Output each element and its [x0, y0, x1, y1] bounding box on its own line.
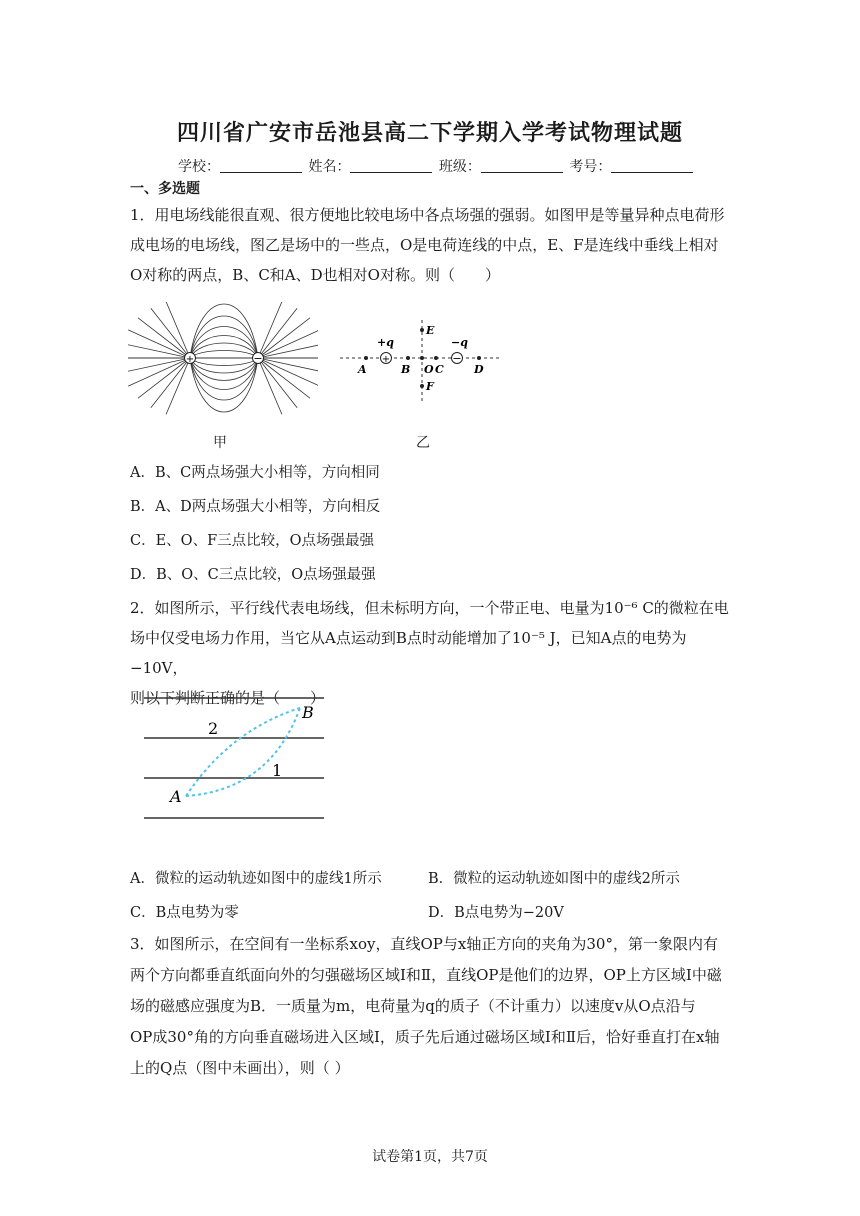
q2-line3: 则以下判断正确的是（ ）	[130, 689, 326, 707]
points-figure	[336, 316, 506, 406]
page-title: 四川省广安市岳池县高二下学期入学考试物理试题	[176, 120, 683, 146]
q3-line2: 两个方向都垂直纸面向外的匀强磁场区域Ⅰ和Ⅱ，直线OP是他们的边界，OP上方区域Ⅰ中磁	[130, 966, 722, 984]
fig-yi-label: 乙	[416, 435, 430, 451]
q2-option-d[interactable]: D．B点电势为−20V	[428, 905, 564, 921]
q1-option-c[interactable]: C．E、O、F三点比较，O点场强最强	[130, 533, 375, 549]
svg-text:+: +	[381, 354, 391, 365]
q2-option-c[interactable]: C．B点电势为零	[130, 905, 239, 921]
label-2: 2	[208, 719, 219, 738]
label-b: B	[401, 363, 411, 376]
q1-option-b[interactable]: B．A、D两点场强大小相等，方向相反	[130, 499, 381, 515]
class-label: 班级：	[438, 159, 481, 175]
q2-line1: 2．如图所示，平行线代表电场线，但未标明方向，一个带正电、电量为10⁻⁶ C的微粒在电	[130, 599, 729, 617]
q1-line1: 1．用电场线能很直观、很方便地比较电场中各点场强的强弱。如图甲是等量异种点电荷形	[130, 206, 725, 224]
path-2	[186, 708, 300, 796]
label-o: O	[424, 363, 434, 376]
q3-line1: 3．如图所示，在空间有一坐标系xoy，直线OP与x轴正方向的夹角为30°，第一象限内有	[130, 935, 718, 953]
fig-jia-label: 甲	[213, 435, 227, 451]
q3-line4: OP成30°角的方向垂直磁场进入区域Ⅰ，质子先后通过磁场区域Ⅰ和Ⅱ后，恰好垂直打在x轴	[130, 1028, 720, 1046]
label-1: 1	[272, 761, 283, 780]
q2-option-b[interactable]: B．微粒的运动轨迹如图中的虚线2所示	[428, 871, 680, 887]
q1-option-d[interactable]: D．B、O、C三点比较，O点场强最强	[130, 567, 376, 583]
label-b2: B	[302, 703, 314, 722]
school-blank	[220, 158, 302, 173]
exam-no-label: 考号：	[569, 159, 612, 175]
field-lines-figure	[128, 302, 318, 420]
svg-text:−: −	[253, 352, 263, 365]
svg-text:−: −	[452, 352, 462, 365]
page-footer: 试卷第1页，共7页	[372, 1149, 488, 1165]
q1-text	[130, 200, 730, 290]
school-label: 学校：	[178, 159, 220, 175]
label-c: C	[435, 363, 444, 376]
path-1	[186, 708, 300, 796]
q2-option-a[interactable]: A．微粒的运动轨迹如图中的虚线1所示	[130, 871, 382, 887]
label-e: E	[426, 324, 435, 337]
name-label: 姓名：	[308, 159, 351, 175]
q1-option-a[interactable]: A．B、C两点场强大小相等，方向相同	[130, 465, 380, 481]
exam-no-blank	[611, 158, 693, 173]
q2-line2: 场中仅受电场力作用，当它从A点运动到B点时动能增加了10⁻⁵ J，已知A点的电势为−10V，	[130, 629, 687, 677]
label-minus-q: −q	[451, 336, 468, 349]
label-a: A	[358, 363, 367, 376]
parallel-field-figure	[140, 690, 330, 820]
q1-line3: O对称的两点，B、C和A、D也相对O对称。则（ ）	[130, 266, 500, 284]
svg-text:+: +	[185, 354, 195, 365]
student-info	[178, 156, 695, 176]
label-f: F	[426, 380, 434, 393]
class-blank	[481, 158, 563, 173]
label-a2: A	[170, 787, 182, 806]
name-blank	[350, 158, 432, 173]
section-heading: 一、多选题	[130, 181, 200, 197]
q1-line2: 成电场的电场线，图乙是场中的一些点，O是电荷连线的中点，E、F是连线中垂线上相对	[130, 236, 719, 254]
q3-line3: 场的磁感应强度为B．一质量为m，电荷量为q的质子（不计重力）以速度v从O点沿与	[130, 997, 696, 1015]
q3-text	[130, 929, 730, 1084]
label-d: D	[474, 363, 484, 376]
q3-line5: 上的Q点（图中未画出），则（ ）	[130, 1059, 350, 1077]
label-plus-q: +q	[377, 336, 394, 349]
